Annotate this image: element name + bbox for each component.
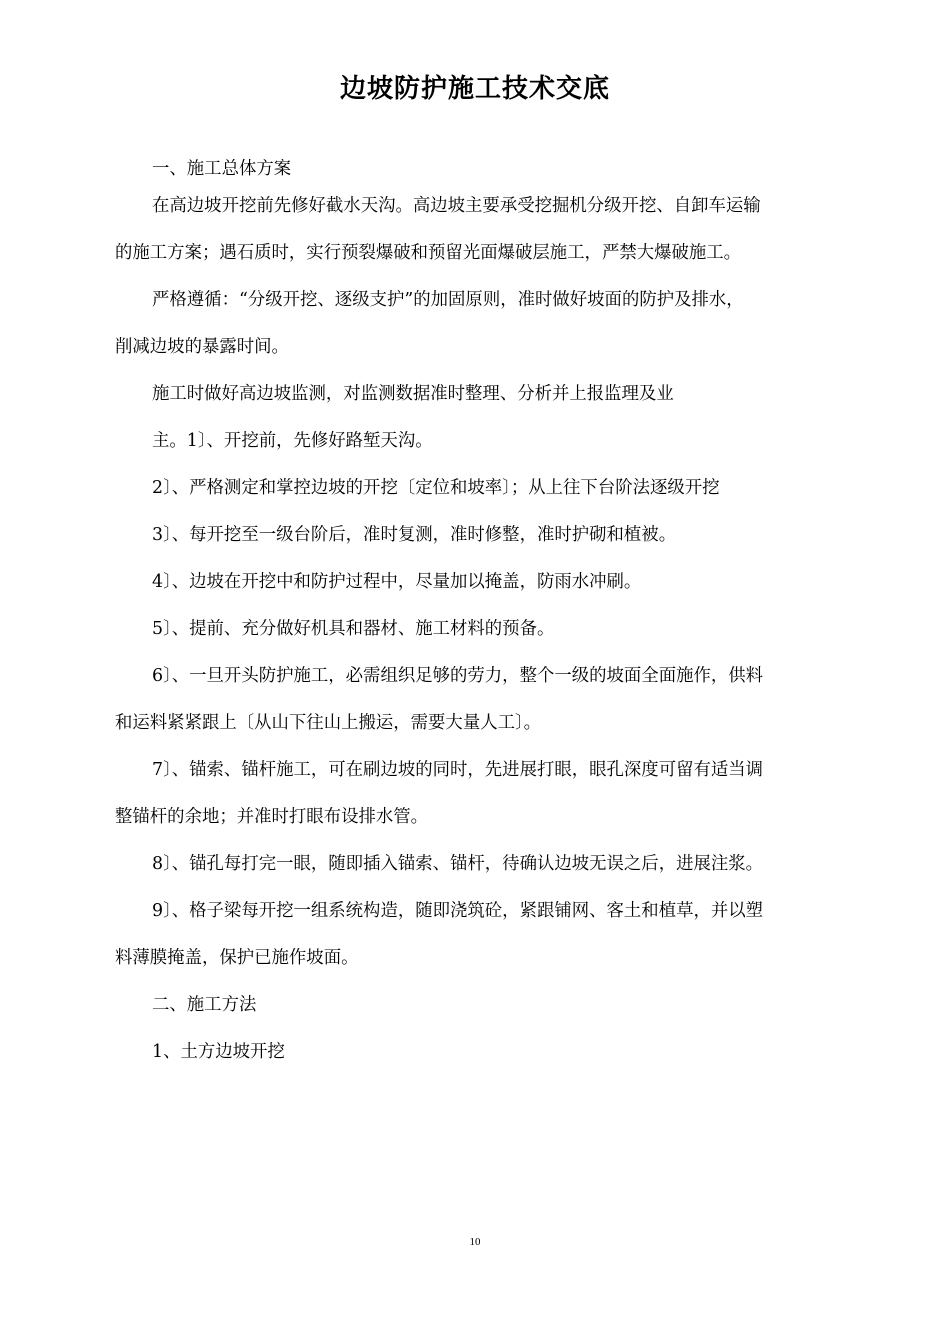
document-title: 边坡防护施工技术交底 (339, 74, 610, 104)
section-heading-2: 二、施工方法 (152, 995, 257, 1015)
list-item: 8〕、锚孔每打完一眼，随即插入锚索、锚杆，待确认边坡无误之后，进展注浆。 (152, 854, 764, 874)
list-item: 7〕、锚索、锚杆施工，可在刷边坡的同时，先进展打眼，眼孔深度可留有适当调 (152, 760, 764, 780)
list-item: 3〕、每开挖至一级台阶后，准时复测，准时修整，准时护砌和植被。 (152, 525, 677, 545)
page-number: 10 (469, 1236, 481, 1248)
section-heading-1: 一、施工总体方案 (152, 159, 292, 179)
list-item-continuation: 整锚杆的余地；并准时打眼布设排水管。 (115, 807, 429, 827)
list-item: 4〕、边坡在开挖中和防护过程中，尽量加以掩盖，防雨水冲刷。 (152, 572, 642, 592)
paragraph-line: 在高边坡开挖前先修好截水天沟。高边坡主要承受挖掘机分级开挖、自卸车运输 (152, 196, 761, 216)
paragraph-line: 施工时做好高边坡监测，对监测数据准时整理、分析并上报监理及业 (152, 384, 674, 404)
list-item: 5〕、提前、充分做好机具和器材、施工材料的预备。 (152, 619, 555, 639)
list-item: 2〕、严格测定和掌控边坡的开挖〔定位和坡率〕；从上往下台阶法逐级开挖 (152, 478, 720, 498)
paragraph-line: 削减边坡的暴露时间。 (115, 337, 289, 357)
list-item: 主。1〕、开挖前，先修好路堑天沟。 (152, 431, 433, 451)
paragraph-line: 的施工方案；遇石质时，实行预裂爆破和预留光面爆破层施工，严禁大爆破施工。 (115, 243, 742, 263)
list-item: 9〕、格子梁每开挖一组系统构造，随即浇筑砼，紧跟铺网、客土和植草，并以塑 (152, 901, 764, 921)
list-item-continuation: 和运料紧紧跟上〔从山下往山上搬运，需要大量人工〕。 (115, 713, 542, 733)
paragraph-line: 严格遵循：“分级开挖、逐级支护”的加固原则，准时做好坡面的防护及排水， (152, 290, 744, 310)
list-item: 6〕、一旦开头防护施工，必需组织足够的劳力，整个一级的坡面全面施作，供料 (152, 666, 764, 686)
list-item-continuation: 料薄膜掩盖，保护已施作坡面。 (115, 948, 359, 968)
subsection-heading: 1、土方边坡开挖 (152, 1042, 285, 1062)
